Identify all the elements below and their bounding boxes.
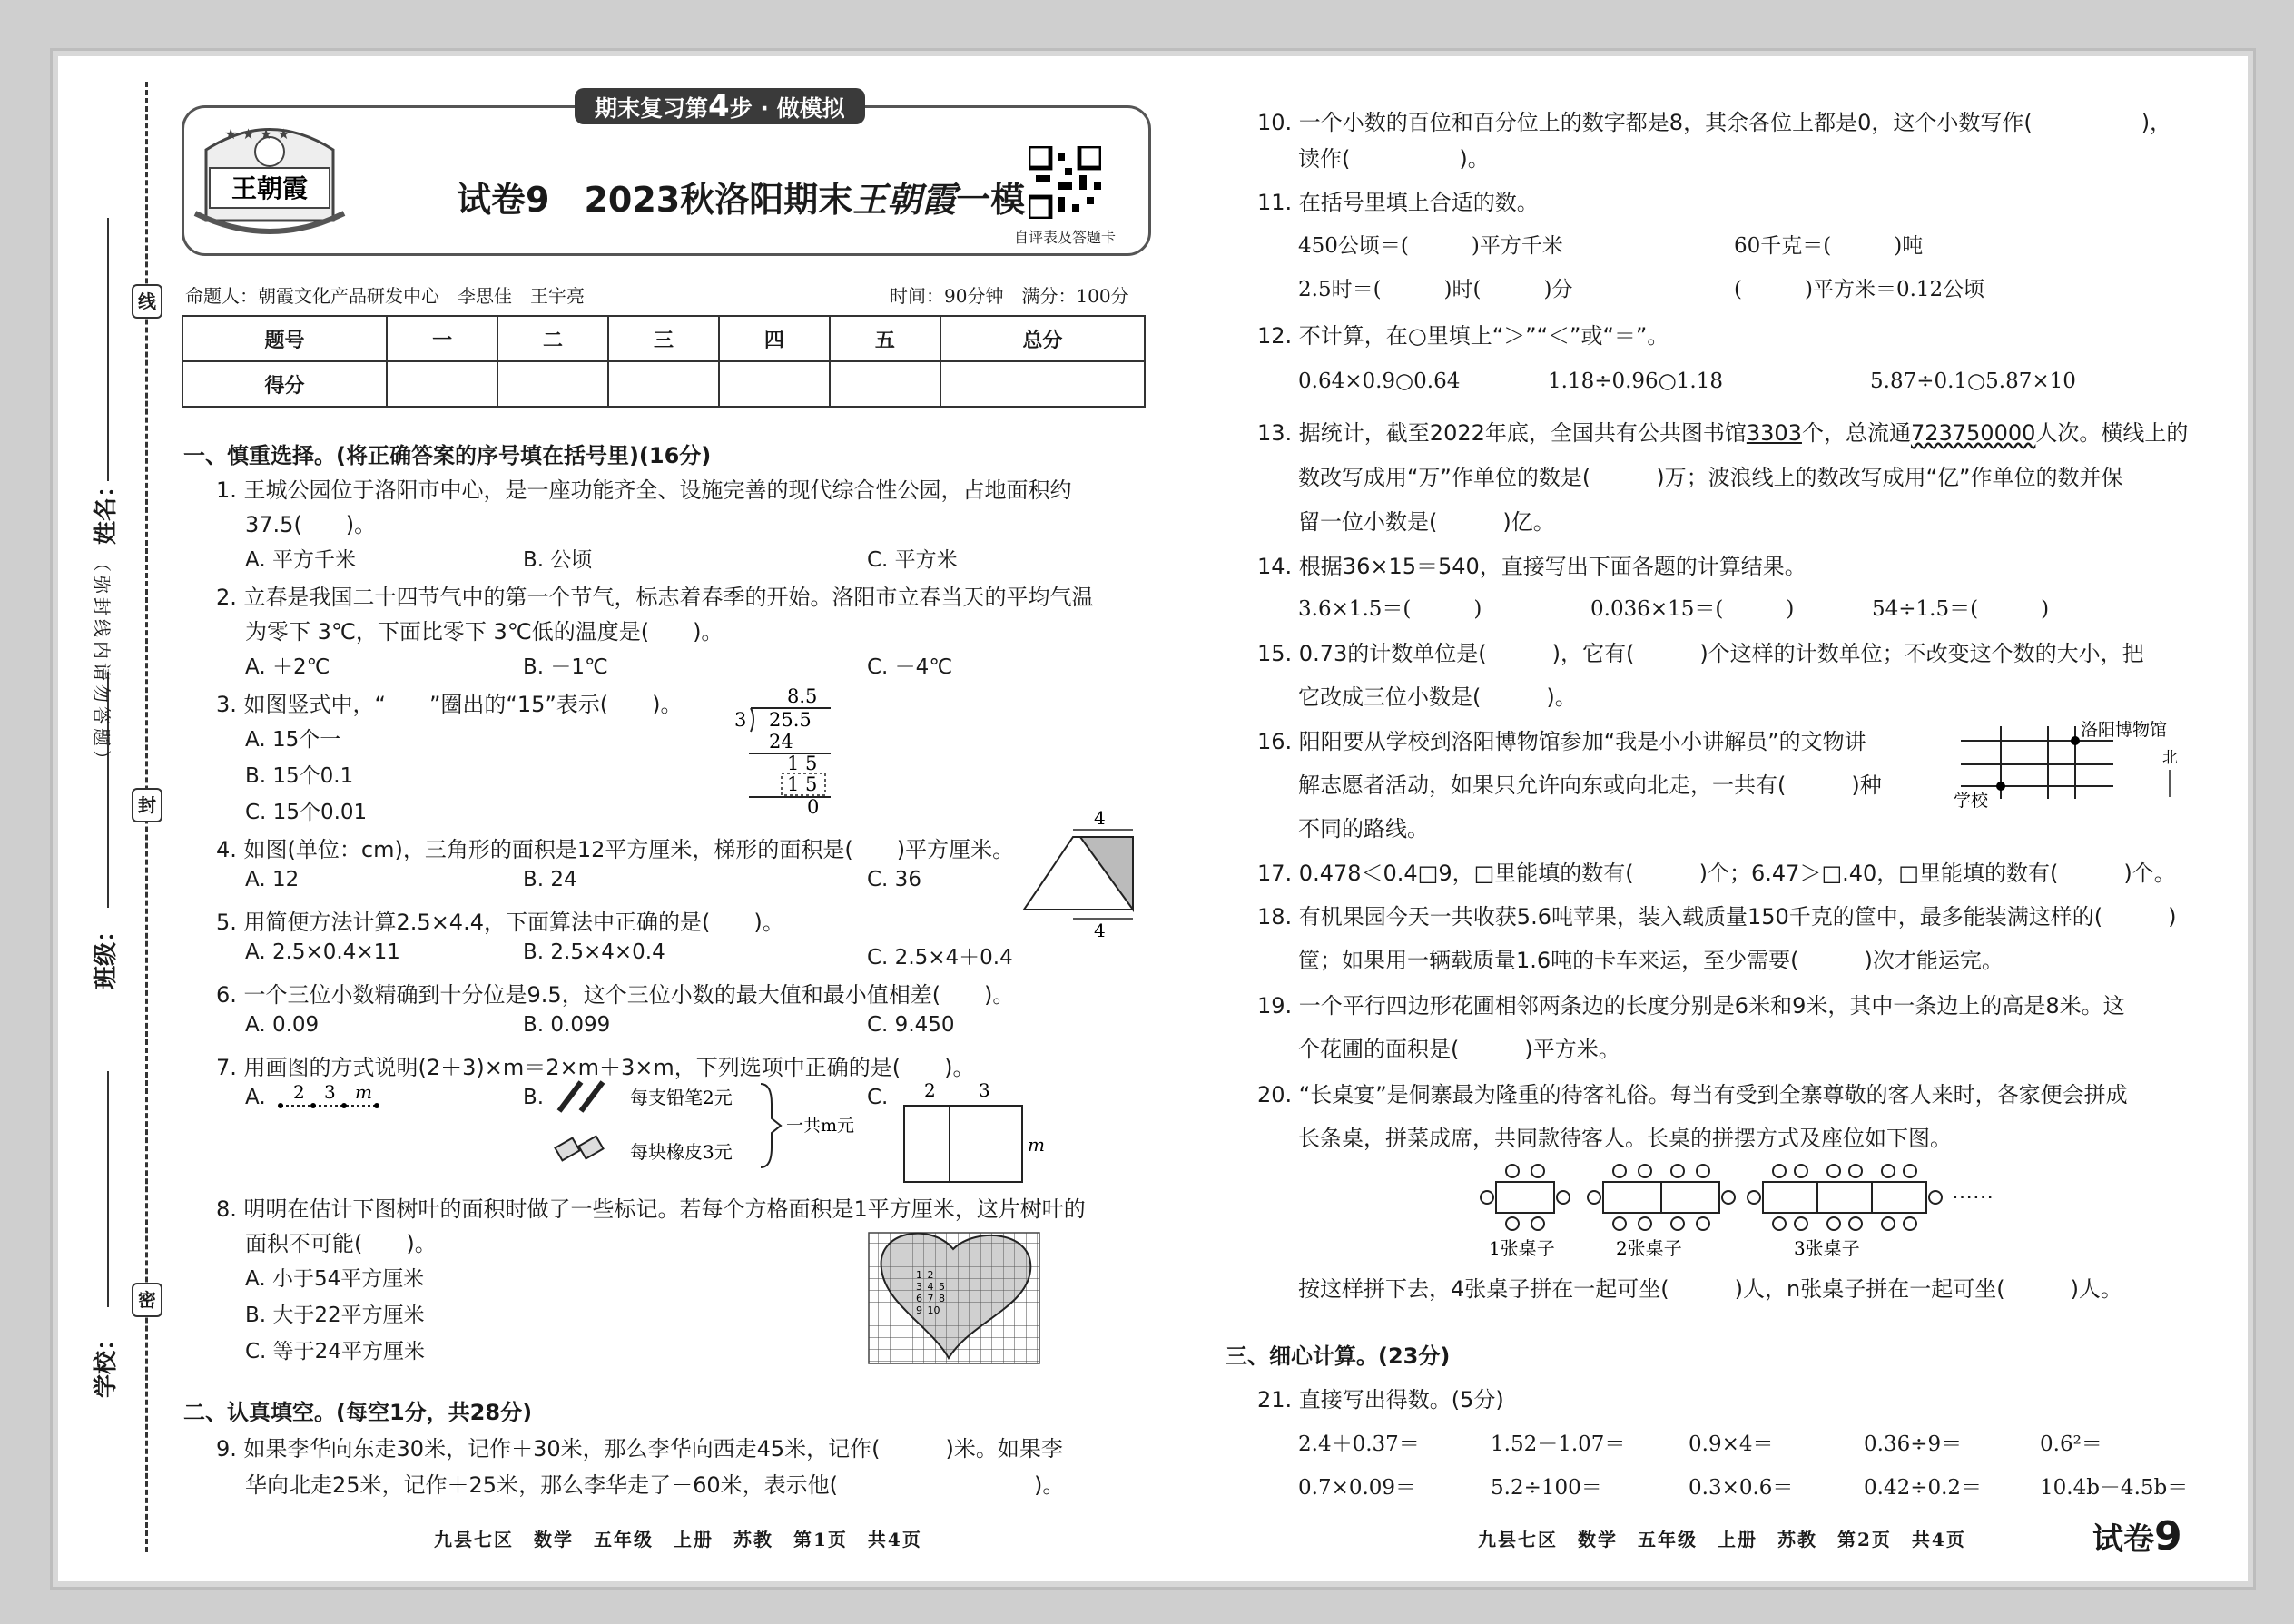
- svg-text:3: 3: [324, 1081, 336, 1103]
- q11-item-2[interactable]: 60千克＝( )吨: [1734, 234, 1924, 258]
- q1-option-c[interactable]: C. 平方米: [867, 548, 958, 572]
- svg-text:4: 4: [1094, 920, 1106, 941]
- grid-number-label: 7: [927, 1293, 934, 1304]
- q21-row1-item[interactable]: 2.4＋0.37＝: [1298, 1432, 1420, 1456]
- q14-item-2[interactable]: 0.036×15＝( ): [1590, 597, 1795, 621]
- svg-text:每支铅笔2元: 每支铅笔2元: [630, 1087, 733, 1108]
- question-13-line-1: 13. 据统计，截至2022年底，全国共有公共图书馆3303个，总流通723750000人次。横线上的: [1257, 420, 2189, 446]
- q3-long-division-figure: [731, 681, 849, 817]
- score-header-cell: 二: [497, 316, 608, 361]
- paper-title: 试卷9 2023秋洛阳期末王朝霞一模: [457, 179, 1026, 220]
- question-13-line-3: 留一位小数是( )亿。: [1298, 509, 1555, 535]
- svg-text:每块橡皮3元: 每块橡皮3元: [630, 1141, 733, 1163]
- q3-option-b[interactable]: B. 15个0.1: [245, 764, 354, 788]
- q7-option-a-segment-figure: [277, 1080, 386, 1117]
- q5-option-a[interactable]: A. 2.5×0.4×11: [245, 940, 400, 964]
- paper-number-badge: 试卷9: [2092, 1513, 2182, 1560]
- svg-text:3: 3: [734, 709, 747, 731]
- svg-text:2张桌子: 2张桌子: [1616, 1237, 1682, 1259]
- section-1-heading: 一、慎重选择。(将正确答案的序号填在括号里)(16分): [183, 443, 712, 468]
- score-header-cell: 三: [608, 316, 719, 361]
- svg-text:1张桌子: 1张桌子: [1489, 1237, 1555, 1259]
- svg-text:4: 4: [1094, 808, 1106, 829]
- svg-text:3: 3: [979, 1080, 990, 1101]
- svg-text:★ ★ ★ ★: ★ ★ ★ ★: [224, 125, 290, 143]
- svg-text:1 5: 1 5: [787, 753, 818, 774]
- question-20-line-2: 长条桌，拼菜成席，共同款待客人。长桌的拼摆方式及座位如下图。: [1298, 1126, 1952, 1151]
- eraser-icon: [555, 1137, 603, 1161]
- question-3: 3. 如图竖式中，“ ”圈出的“15”表示( )。: [216, 692, 683, 717]
- question-15-line-2: 它改成三位小数是( )。: [1298, 684, 1577, 710]
- question-8-line-1: 8. 明明在估计下图树叶的面积时做了一些标记。若每个方格面积是1平方厘米，这片树叶的: [216, 1196, 1086, 1222]
- svg-text:0: 0: [807, 796, 820, 817]
- brand-logo: [188, 113, 351, 241]
- q21-row2-item[interactable]: 0.7×0.09＝: [1298, 1476, 1417, 1500]
- question-6: 6. 一个三位小数精确到十分位是9.5，这个三位小数的最大值和最小值相差( )。: [216, 982, 1015, 1008]
- q8-leaf-grid-figure: [867, 1231, 1049, 1367]
- paper-header: [182, 88, 1151, 256]
- svg-text:2: 2: [293, 1081, 305, 1103]
- q4-option-c[interactable]: C. 36: [867, 868, 921, 891]
- q14-item-1[interactable]: 3.6×1.5＝( ): [1298, 597, 1482, 621]
- question-4: 4. 如图(单位：cm)，三角形的面积是12平方厘米，梯形的面积是( )平方厘米。: [216, 837, 1015, 862]
- section-3-heading: 三、细心计算。(23分): [1226, 1343, 1451, 1369]
- q21-row2-item[interactable]: 10.4b－4.5b＝: [2040, 1476, 2189, 1500]
- class-label: 班级：: [93, 918, 120, 989]
- grid-number-label: 8: [939, 1293, 945, 1304]
- question-18-line-1: 18. 有机果园今天一共收获5.6吨苹果，装入载质量150千克的筐中，最多能装满这样的( ): [1257, 904, 2177, 930]
- qr-caption: 自评表及答题卡: [1014, 229, 1117, 246]
- score-cell[interactable]: [719, 361, 830, 407]
- q21-row2-item[interactable]: 0.3×0.6＝: [1689, 1476, 1794, 1500]
- q21-row1-item[interactable]: 0.6²＝: [2040, 1432, 2102, 1456]
- question-15-line-1: 15. 0.73的计数单位是( )，它有( )个这样的计数单位；不改变这个数的大小，把: [1257, 641, 2144, 666]
- q12-item-3[interactable]: 5.87÷0.1○5.87×10: [1870, 369, 2076, 393]
- question-5: 5. 用简便方法计算2.5×4.4，下面算法中正确的是( )。: [216, 910, 784, 935]
- score-header-cell: 题号: [182, 316, 387, 361]
- question-7: 7. 用画图的方式说明(2＋3)×m＝2×m＋3×m，下列选项中正确的是( )。: [216, 1055, 975, 1080]
- school-field-line[interactable]: [107, 1071, 109, 1307]
- svg-text:25.5: 25.5: [769, 709, 812, 731]
- score-header-cell: 一: [387, 316, 497, 361]
- question-1-line-1: 1. 王城公园位于洛阳市中心，是一座功能齐全、设施完善的现代综合性公园，占地面积约: [216, 477, 1072, 503]
- svg-text:m: m: [1028, 1134, 1045, 1156]
- q5-option-b[interactable]: B. 2.5×4×0.4: [523, 940, 665, 964]
- q7-option-b[interactable]: B.: [523, 1086, 545, 1109]
- svg-text:北: 北: [2162, 749, 2178, 767]
- grid-number-label: 9: [916, 1304, 922, 1316]
- q7-option-c[interactable]: C.: [867, 1086, 889, 1109]
- q14-item-3[interactable]: 54÷1.5＝( ): [1872, 597, 2050, 621]
- grid-number-label: 6: [916, 1293, 922, 1304]
- question-20-line-3: 按这样拼下去，4张桌子拼在一起可坐( )人，n张桌子拼在一起可坐( )人。: [1298, 1276, 2122, 1302]
- step-banner: 期末复习第4步 · 做模拟: [575, 88, 865, 124]
- score-row-label: 得分: [182, 361, 387, 407]
- q11-item-1[interactable]: 450公顷＝( )平方千米: [1298, 234, 1563, 258]
- svg-text:王朝霞: 王朝霞: [231, 173, 309, 203]
- question-16-line-2: 解志愿者活动，如果只允许向东或向北走，一共有( )种: [1298, 773, 1882, 798]
- binding-mark-feng: 封: [132, 788, 162, 822]
- q2-option-a[interactable]: A. ＋2℃: [245, 655, 330, 679]
- page-2-footer: 九县七区 数学 五年级 上册 苏教 第2页 共4页: [1478, 1529, 1966, 1550]
- score-table-header-row: [182, 316, 1145, 361]
- question-17: 17. 0.478＜0.4□9，□里能填的数有( )个；6.47＞□.40，□里能填的数有( )个。: [1257, 861, 2176, 886]
- author-line: 命题人：朝霞文化产品研发中心 李思佳 王宇亮: [185, 285, 585, 307]
- q8-option-a[interactable]: A. 小于54平方厘米: [245, 1267, 425, 1291]
- grid-number-label: 5: [939, 1281, 945, 1293]
- question-16-line-1: 16. 阳阳要从学校到洛阳博物馆参加“我是小小讲解员”的文物讲: [1257, 729, 1866, 754]
- q12-item-2[interactable]: 1.18÷0.96○1.18: [1548, 369, 1723, 393]
- q21-row1-item[interactable]: 1.52－1.07＝: [1491, 1432, 1626, 1456]
- svg-text:3张桌子: 3张桌子: [1794, 1237, 1860, 1259]
- svg-text:一共m元: 一共m元: [786, 1116, 855, 1136]
- q11-item-4[interactable]: ( )平方米＝0.12公顷: [1734, 278, 1985, 301]
- q21-row2-item[interactable]: 0.42÷0.2＝: [1864, 1476, 1983, 1500]
- score-header-cell: 总分: [940, 316, 1145, 361]
- question-1-line-2: 37.5( )。: [245, 512, 377, 537]
- q21-row2-item[interactable]: 5.2÷100＝: [1491, 1476, 1602, 1500]
- grid-number-label: 10: [927, 1304, 940, 1316]
- question-2-line-1: 2. 立春是我国二十四节气中的第一个节气，标志着春季的开始。洛阳市立春当天的平均气温: [216, 585, 1094, 610]
- question-2-line-2: 为零下 3℃，下面比零下 3℃低的温度是( )。: [245, 619, 724, 645]
- question-12: 12. 不计算，在○里填上“＞”“＜”或“＝”。: [1257, 323, 1669, 349]
- binding-note: （弥封线内请勿答题）: [91, 554, 113, 772]
- score-cell[interactable]: [387, 361, 497, 407]
- question-16-line-3: 不同的路线。: [1298, 816, 1429, 842]
- svg-text:2: 2: [924, 1080, 936, 1101]
- svg-text:1 5: 1 5: [787, 773, 818, 795]
- question-13-line-2: 数改写成用“万”作单位的数是( )万；波浪线上的数改写成用“亿”作单位的数并保: [1298, 465, 2123, 490]
- q7-option-c-rectangle-figure: [899, 1080, 1062, 1189]
- q1-option-a[interactable]: A. 平方千米: [245, 548, 356, 572]
- q6-option-b[interactable]: B. 0.099: [523, 1013, 611, 1037]
- q7-option-a[interactable]: A.: [245, 1086, 266, 1109]
- question-14: 14. 根据36×15＝540，直接写出下面各题的计算结果。: [1257, 554, 1807, 579]
- q4-option-a[interactable]: A. 12: [245, 868, 300, 891]
- score-table-row: [182, 361, 1145, 407]
- q20-long-table-figure: [1480, 1160, 1952, 1260]
- q4-option-b[interactable]: B. 24: [523, 868, 577, 891]
- question-9-line-1: 9. 如果李华向东走30米，记作＋30米，那么李华向西走45米，记作( )米。如果李: [216, 1436, 1063, 1462]
- q11-item-3[interactable]: 2.5时＝( )时( )分: [1298, 278, 1573, 301]
- binding-mark-mi: 密: [132, 1283, 162, 1317]
- question-10-line-1: 10. 一个小数的百位和百分位上的数字都是8，其余各位上都是0，这个小数写作( )，: [1257, 110, 2172, 135]
- q3-option-a[interactable]: A. 15个一: [245, 728, 341, 752]
- q12-item-1[interactable]: 0.64×0.9○0.64: [1298, 369, 1461, 393]
- score-table: [182, 315, 1146, 408]
- question-8-line-2: 面积不可能( )。: [245, 1231, 437, 1256]
- page-1-footer: 九县七区 数学 五年级 上册 苏教 第1页 共4页: [434, 1529, 922, 1550]
- score-header-cell: 五: [830, 316, 940, 361]
- binding-mark-xian: 线: [132, 284, 162, 319]
- score-header-cell: 四: [719, 316, 830, 361]
- score-cell[interactable]: [830, 361, 940, 407]
- school-label: 学校：: [93, 1326, 120, 1398]
- pencil-icon: [559, 1082, 603, 1111]
- qr-code-icon[interactable]: [1029, 146, 1101, 219]
- svg-text:24: 24: [769, 731, 793, 753]
- q2-option-b[interactable]: B. －1℃: [523, 655, 608, 679]
- q4-trapezoid-figure: [1017, 808, 1153, 944]
- svg-text:m: m: [355, 1081, 372, 1103]
- q8-option-b[interactable]: B. 大于22平方厘米: [245, 1304, 425, 1327]
- score-cell[interactable]: [497, 361, 608, 407]
- question-20-line-1: 20. “长桌宴”是侗寨最为隆重的待客礼俗。每当有受到全寨尊敬的客人来时，各家便会拼成: [1257, 1082, 2128, 1107]
- name-label: 姓名：: [93, 473, 120, 545]
- grid-number-label: 2: [927, 1269, 934, 1281]
- grid-number-label: 4: [927, 1281, 934, 1293]
- question-19-line-1: 19. 一个平行四边形花圃相邻两条边的长度分别是6米和9米，其中一条边上的高是8米。这: [1257, 993, 2125, 1019]
- q8-option-c[interactable]: C. 等于24平方厘米: [245, 1340, 425, 1363]
- score-cell[interactable]: [608, 361, 719, 407]
- q6-option-a[interactable]: A. 0.09: [245, 1013, 320, 1037]
- q1-option-b[interactable]: B. 公顷: [523, 548, 593, 572]
- q5-option-c[interactable]: C. 2.5×4＋0.4: [867, 946, 1013, 969]
- q6-option-c[interactable]: C. 9.450: [867, 1013, 955, 1037]
- question-19-line-2: 个花圃的面积是( )平方米。: [1298, 1037, 1620, 1062]
- q21-row1-item[interactable]: 0.36÷9＝: [1864, 1432, 1963, 1456]
- svg-text:洛阳博物馆: 洛阳博物馆: [2081, 720, 2168, 740]
- question-21: 21. 直接写出得数。(5分): [1257, 1387, 1504, 1412]
- name-field-line[interactable]: [107, 218, 109, 481]
- question-18-line-2: 筐；如果用一辆载质量1.6吨的卡车来运，至少需要( )次才能运完。: [1298, 948, 2004, 973]
- score-cell[interactable]: [940, 361, 1145, 407]
- grid-number-label: 3: [916, 1281, 922, 1293]
- q21-row1-item[interactable]: 0.9×4＝: [1689, 1432, 1774, 1456]
- svg-text:学校: 学校: [1954, 791, 1989, 808]
- q7-option-b-figure: [554, 1077, 881, 1175]
- svg-text:8.5: 8.5: [787, 685, 818, 707]
- grid-number-label: 1: [916, 1269, 922, 1281]
- q16-route-map: [1952, 717, 2197, 808]
- question-9-line-2: 华向北走25米，记作＋25米，那么李华走了－60米，表示他( )。: [245, 1472, 1065, 1498]
- time-score-line: 时间：90分钟 满分：100分: [890, 285, 1129, 307]
- q3-option-c[interactable]: C. 15个0.01: [245, 801, 368, 824]
- question-10-line-2: 读作( )。: [1298, 146, 1490, 172]
- section-2-heading: 二、认真填空。(每空1分，共28分): [183, 1400, 533, 1425]
- q2-option-c[interactable]: C. －4℃: [867, 655, 953, 679]
- q20-ellipsis: ……: [1952, 1180, 1994, 1204]
- question-11: 11. 在括号里填上合适的数。: [1257, 190, 1539, 215]
